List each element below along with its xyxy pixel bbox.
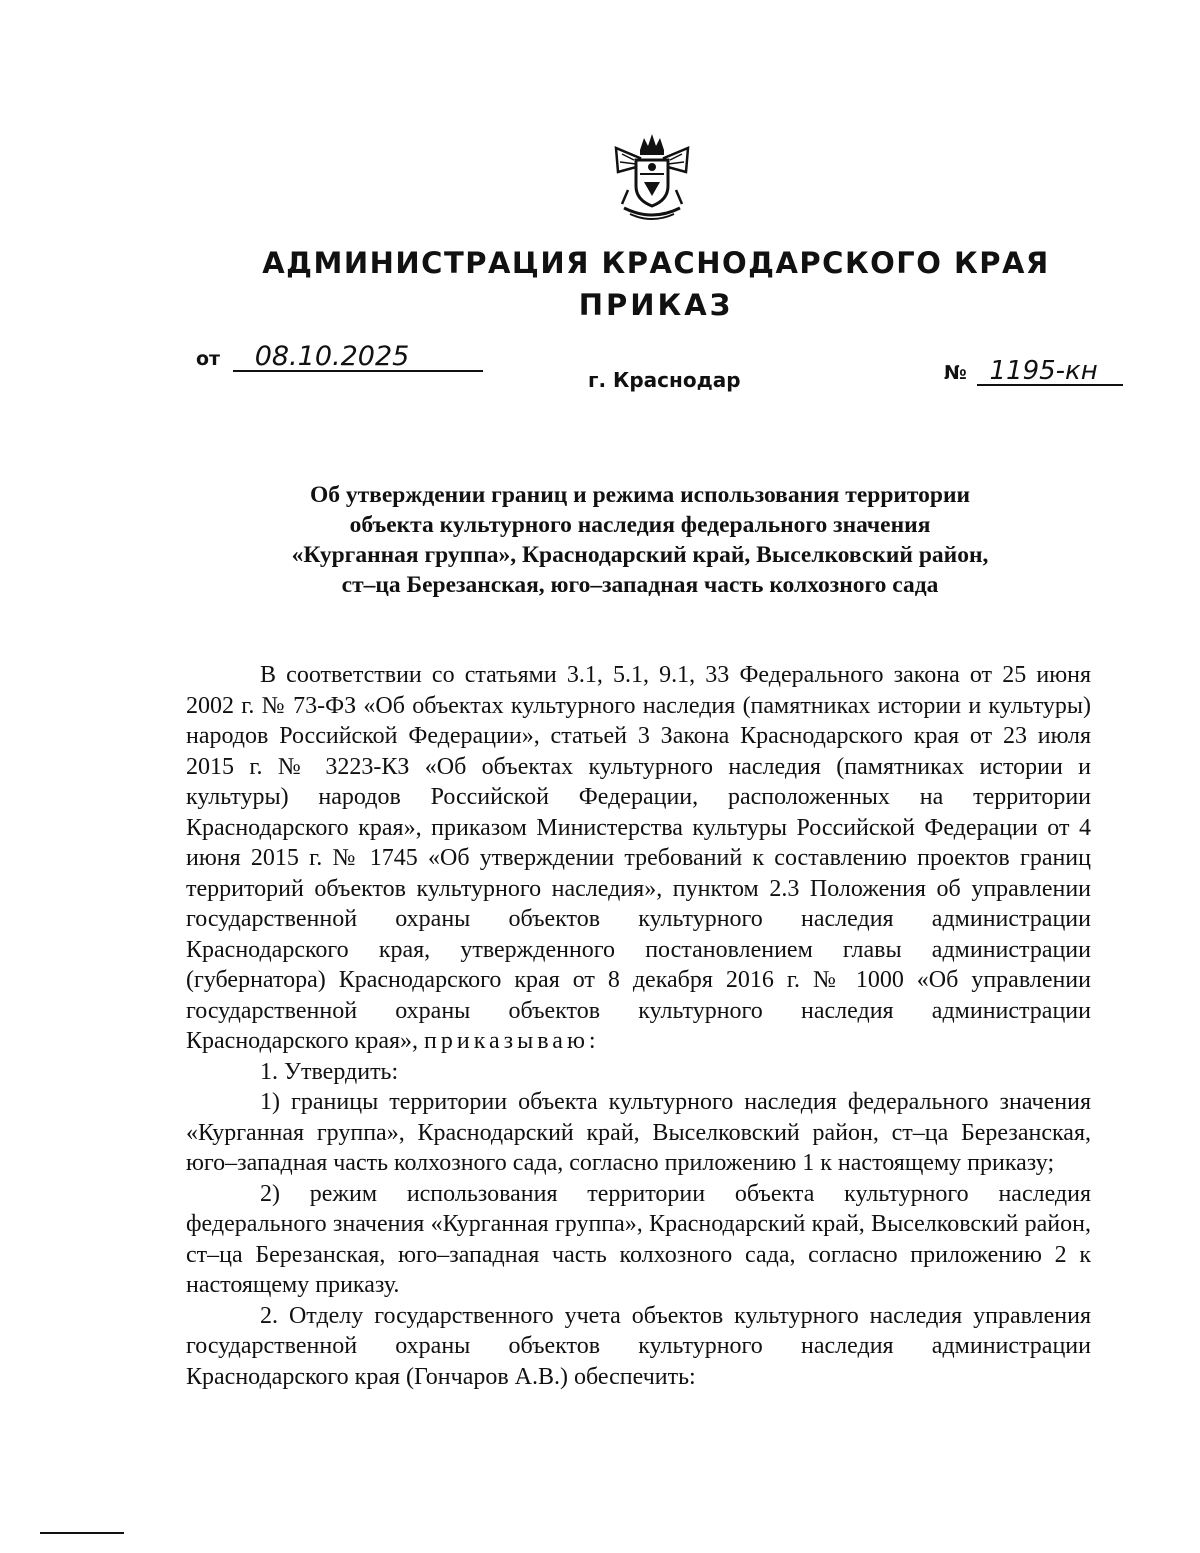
number-prefix: № [944,362,967,384]
number-value: 1195-кн [977,358,1123,386]
document-body [186,660,1091,1392]
coat-of-arms-icon [610,130,694,222]
subject-line: «Курганная группа», Краснодарский край, Выселковский район, [291,542,989,568]
city-label: г. Краснодар [588,368,741,392]
order-word: приказываю: [424,1028,600,1054]
subject-line: объекта культурного наследия федерального значения [349,512,931,538]
number-field [944,358,1123,386]
organization-title: АДМИНИСТРАЦИЯ КРАСНОДАРСКОГО КРАЯ [262,246,1050,280]
preamble-text: В соответствии со статьями 3.1, 5.1, 9.1, 33 Федерального закона от 25 июня 2002 г. № 73-ФЗ «Об объектах культурного наследия (памятниках истории и культуры) народов Российской Федерации», статьей 3 Закона Краснодарского края от 23 июля 2015 г. № 3223-КЗ «Об объектах культурного наследия (памятниках истории и культуры) народов Российской Федерации, расположенных на территории Краснодарского края», приказом Министерства культуры Российской Федерации от 4 июня 2015 г. № 1745 «Об утверждении требований к составлению проектов границ территорий объектов культурного наследия», пунктом 2.3 Положения об управлении государственной охраны объектов культурного наследия администрации Краснодарского края, утвержденного постановлением главы администрации (губернатора) Краснодарского края от 8 декабря 2016 г. № 1000 «Об управлении государственной охраны объектов культурного наследия администрации Краснодарского края», [186,662,1091,1054]
item-1: 1. Утвердить: [260,1058,399,1085]
item-1-2: 2) режим использования территории объекта культурного наследия федерального значения «Курганная группа», Краснодарский край, Выселковский район, ст–ца Березанская, юго–западная часть колхозного сада, согласно приложению 2 к настоящему приказу. [186,1180,1091,1298]
item-1-1: 1) границы территории объекта культурного наследия федерального значения «Курганная группа», Краснодарский край, Выселковский район, ст–ца Березанская, юго–западная часть колхозного сада, согласно приложению 1 к настоящему приказу; [186,1089,1091,1176]
date-prefix: от [196,348,221,370]
subject-line: Об утверждении границ и режима использования территории [309,482,971,508]
date-value: 08.10.2025 [233,344,483,372]
subject-heading [230,480,1050,600]
subject-line: ст–ца Березанская, юго–западная часть колхозного сада [341,572,939,598]
date-field [196,341,483,372]
item-2: 2. Отделу государственного учета объектов культурного наследия управления государственной охраны объектов культурного наследия администрации Краснодарского края (Гончаров А.В.) обеспечить: [186,1302,1091,1390]
preamble-paragraph [186,660,1091,1057]
footnote-divider [40,1532,124,1534]
document-type: ПРИКАЗ [578,288,734,322]
